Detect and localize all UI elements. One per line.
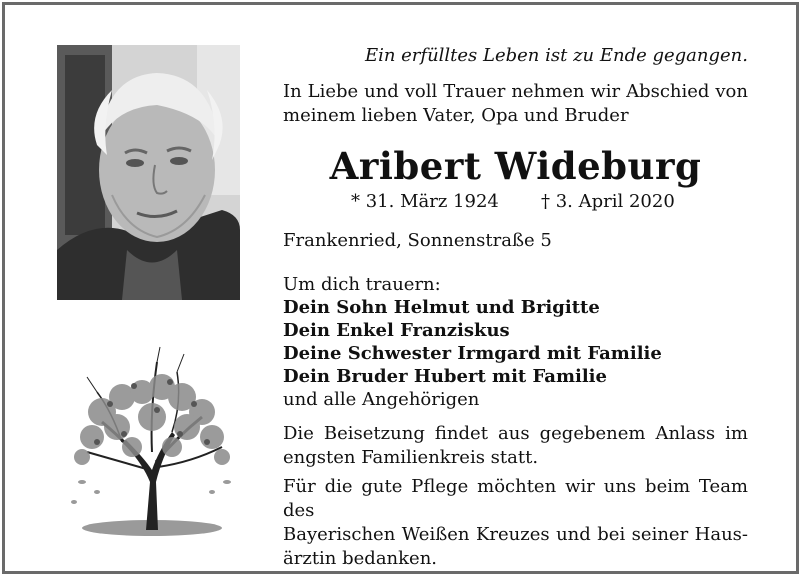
motto-text: Ein erfülltes Leben ist zu Ende gegangen. <box>364 45 748 66</box>
intro-line: In Liebe und voll Trauer nehmen wir Abschied von <box>283 81 748 102</box>
portrait-photo <box>57 45 240 300</box>
birth-date: * 31. März 1924 <box>351 191 499 212</box>
intro-text <box>283 80 748 128</box>
mourner-entry: Dein Sohn Helmut und Brigitte <box>283 297 600 318</box>
mourners-list <box>283 273 748 411</box>
deceased-name: Aribert Wideburg <box>329 144 702 188</box>
mourner-entry: Dein Bruder Hubert mit Familie <box>283 366 607 387</box>
death-date: † 3. April 2020 <box>541 191 675 212</box>
mourner-entry: Dein Enkel Franziskus <box>283 320 510 341</box>
burial-notice <box>283 422 748 470</box>
intro-line: meinem lieben Vater, Opa und Bruder <box>283 105 629 126</box>
mourners-heading: Um dich trauern: <box>283 274 441 295</box>
burial-line: engsten Familienkreis statt. <box>283 447 539 468</box>
tree-illustration <box>62 342 242 542</box>
thanks-line: Für die gute Pflege möchten wir uns beim Team des <box>283 476 748 521</box>
mourner-others: und alle Angehörigen <box>283 389 480 410</box>
thanks-notice <box>283 475 748 571</box>
thanks-line: ärztin bedanken. <box>283 548 438 569</box>
burial-line: Die Beisetzung findet aus gegebenem Anlass im <box>283 423 748 444</box>
address: Frankenried, Sonnenstraße 5 <box>283 230 552 251</box>
mourner-entry: Deine Schwester Irmgard mit Familie <box>283 343 662 364</box>
thanks-line: Bayerischen Weißen Kreuzes und bei seiner Haus- <box>283 524 748 545</box>
